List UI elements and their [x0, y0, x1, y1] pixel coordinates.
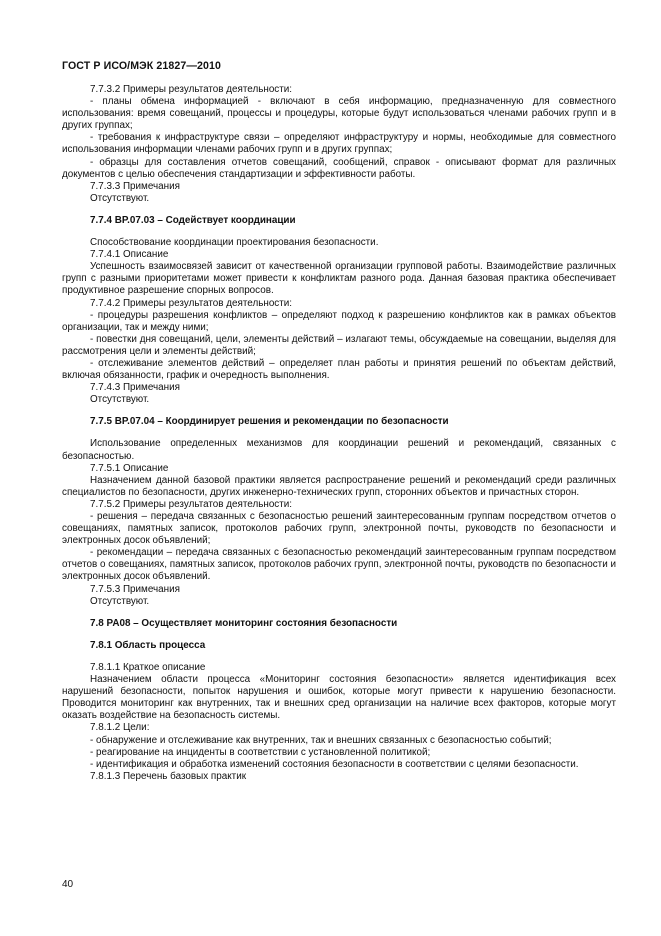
paragraph: Назначением данной базовой практики является распространение решений и рекомендаций среди различных специалистов по безопасности, других инженерно-технических групп, сторонних объектов и причастных сторон. — [62, 474, 616, 498]
paragraph: Отсутствуют. — [90, 595, 150, 607]
paragraph: Отсутствуют. — [90, 192, 150, 204]
paragraph: - реагирование на инциденты в соответствии с установленной политикой; — [90, 746, 431, 758]
paragraph: 7.7.4.2 Примеры результатов деятельности: — [90, 297, 293, 309]
paragraph: 7.8.1.3 Перечень базовых практик — [90, 770, 247, 782]
paragraph: 7.7.3.3 Примечания — [90, 180, 180, 192]
paragraph: Использование определенных механизмов для координации решений и рекомендаций, связанных с безопасностью. — [62, 438, 616, 462]
paragraph: Отсутствуют. — [90, 394, 150, 406]
paragraph: Назначением области процесса «Мониторинг состояния безопасности» является идентификация всех нарушений безопасности, попыток нарушения и ошибок, которые могут привести к нарушению безопасности. Проводится мониторинг как внутренних, так и внешних сред организации на наличие всех факторов, которые могут оказать воздействие на безопасность системы. — [62, 674, 616, 722]
paragraph: 7.8.1.1 Краткое описание — [90, 661, 206, 673]
paragraph: Способствование координации проектирования безопасности. — [90, 237, 379, 249]
paragraph: - рекомендации – передача связанных с безопасностью рекомендаций заинтересованным группам посредством отчетов о совещаниях, памятных записок, протоколов рабочих групп, электронной почты, руководств по безопасности и электронных досок объявлений. — [62, 547, 616, 583]
section-heading: 7.7.5 BP.07.04 – Координирует решения и рекомендации по безопасности — [90, 416, 449, 428]
paragraph: - планы обмена информацией - включают в себя информацию, предназначенную для совместного использования: время совещаний, процессы и процедуры, которые будут использоваться членами рабочих групп и в других группах; — [62, 96, 616, 132]
paragraph: 7.7.3.2 Примеры результатов деятельности: — [90, 84, 293, 95]
paragraph: - образцы для составления отчетов совещаний, сообщений, справок - описывают формат для различных документов с целью обеспечения стандартизации и эффективности работы. — [62, 156, 616, 180]
paragraph: 7.7.5.3 Примечания — [90, 583, 180, 595]
paragraph: - идентификация и обработка изменений состояния безопасности в соответствии с целями безопасности. — [90, 758, 579, 770]
paragraph: Успешность взаимосвязей зависит от качественной организации групповой работы. Взаимодействие различных групп с разными приоритетами может привести к конфликтам разного рода. Данная базовая практика обеспечивает продуктивное разрешение спорных вопросов. — [62, 261, 616, 297]
document-header: ГОСТ Р ИСО/МЭК 21827—2010 — [62, 60, 221, 72]
paragraph: 7.7.4.1 Описание — [90, 249, 169, 261]
paragraph: 7.7.5.1 Описание — [90, 462, 169, 474]
paragraph: 7.7.5.2 Примеры результатов деятельности: — [90, 498, 293, 510]
paragraph: - повестки дня совещаний, цели, элементы действий – излагают темы, обсуждаемые на совещании, выделяя для рассмотрения цели и элементы действий; — [62, 333, 616, 357]
document-page — [62, 60, 616, 783]
paragraph: - требования к инфраструктуре связи – определяют инфраструктуру и нормы, необходимые для совместного использования информации членами рабочих групп и в других группах; — [62, 132, 616, 156]
section-heading: 7.8.1 Область процесса — [90, 639, 206, 651]
paragraph: - процедуры разрешения конфликтов – определяют подход к разрешению конфликтов как в рамках объектов организации, так и между ними; — [62, 309, 616, 333]
paragraph: - решения – передача связанных с безопасностью решений заинтересованным группам посредством отчетов о совещаниях, памятных записок, протоколов рабочих групп, электронной почты, руководств по безопасности и электронных досок объявлений; — [62, 511, 616, 547]
page-number: 40 — [62, 879, 74, 890]
paragraph: 7.7.4.3 Примечания — [90, 382, 180, 394]
paragraph: - отслеживание элементов действий – определяет план работы и принятия решений по объектам действий, включая обязанности, график и очередность выполнения. — [62, 357, 616, 382]
document-body — [62, 84, 616, 783]
section-heading: 7.8 PA08 – Осуществляет мониторинг состояния безопасности — [90, 617, 398, 629]
section-heading: 7.7.4 BP.07.03 – Содействует координации — [90, 214, 296, 226]
paragraph: 7.8.1.2 Цели: — [90, 722, 150, 734]
paragraph: - обнаружение и отслеживание как внутренних, так и внешних связанных с безопасностью событий; — [90, 734, 552, 746]
